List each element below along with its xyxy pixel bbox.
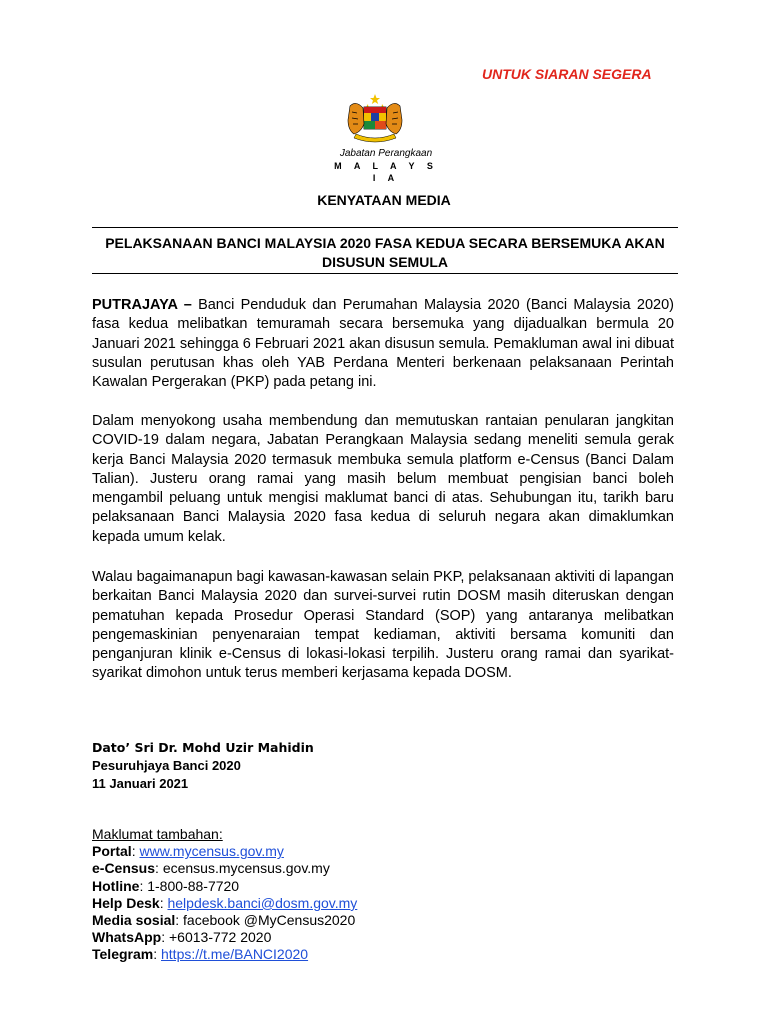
social-media-value: facebook @MyCensus2020 <box>183 912 356 929</box>
title-top-rule <box>92 227 678 228</box>
info-label: e-Census <box>92 860 156 877</box>
info-label: Portal <box>92 843 132 860</box>
additional-info-header: Maklumat tambahan: <box>92 826 223 842</box>
department-name-line1: Jabatan Perangkaan <box>339 148 433 159</box>
ecensus-value: ecensus.mycensus.gov.my <box>162 860 330 877</box>
info-row-telegram: Telegram: https://t.me/BANCI2020 <box>92 946 309 963</box>
document-heading: KENYATAAN MEDIA <box>317 192 451 208</box>
dateline: PUTRAJAYA – <box>92 297 192 313</box>
info-label: Media sosial <box>92 912 176 929</box>
info-row-hotline: Hotline: 1-800-88-7720 <box>92 877 240 894</box>
info-row-social: Media sosial: facebook @MyCensus2020 <box>92 912 356 929</box>
release-date: 11 Januari 2021 <box>92 776 189 791</box>
helpdesk-email-link[interactable]: helpdesk.banci@dosm.gov.my <box>167 894 358 911</box>
info-row-helpdesk: Help Desk: helpdesk.banci@dosm.gov.my <box>92 894 358 911</box>
info-label: WhatsApp <box>92 929 162 946</box>
release-label: UNTUK SIARAN SEGERA <box>482 66 652 82</box>
malaysia-coat-of-arms-icon <box>344 92 406 144</box>
additional-info <box>92 826 357 964</box>
info-label: Hotline <box>92 877 140 894</box>
info-row-portal: Portal: www.mycensus.gov.my <box>92 843 284 860</box>
signature-block <box>92 739 314 793</box>
paragraph-1-text: Banci Penduduk dan Perumahan Malaysia 2020 (Banci Malaysia 2020) fasa kedua melibatkan temuramah secara bersemuka yang dijadualkan bermula 20 Januari 2021 sehingga 6 Februari 2021 akan disusun semula. Pemakluman awal ini dibuat susulan perutusan khas oleh YAB Perdana Menteri berkenaan pelaksanaan Perintah Kawalan Pergerakan (PKP) pada petang ini. <box>92 297 674 391</box>
info-label: Telegram <box>92 946 154 963</box>
paragraph-1 <box>92 296 674 392</box>
paragraph-3: Walau bagaimanapun bagi kawasan-kawasan selain PKP, pelaksanaan aktiviti di lapangan berkaitan Banci Malaysia 2020 dan survei-survei rutin DOSM masih diteruskan dengan pematuhan kepada Prosedur Operasi Standard (SOP) yang antaranya melibatkan pengemaskinian penyenaraian tempat kediaman, aktiviti bersama komuniti dan penganjuran klinik e-Census di lokasi-lokasi terpilih. Justeru orang ramai dan syarikat-syarikat dimohon untuk terus memberi kerjasama kepada DOSM. <box>92 569 674 682</box>
department-name <box>329 148 443 184</box>
signatory-position: Pesuruhjaya Banci 2020 <box>92 758 241 773</box>
info-label: Help Desk <box>92 894 160 911</box>
info-row-whatsapp: WhatsApp: +6013-772 2020 <box>92 929 272 946</box>
press-release-title: PELAKSANAAN BANCI MALAYSIA 2020 FASA KEDUA SECARA BERSEMUKA AKAN DISUSUN SEMULA <box>105 235 665 270</box>
telegram-link[interactable]: https://t.me/BANCI2020 <box>161 946 309 963</box>
department-name-line2: M A L A Y S I A <box>334 161 438 183</box>
portal-link[interactable]: www.mycensus.gov.my <box>139 843 284 860</box>
signatory-name: Dato’ Sri Dr. Mohd Uzir Mahidin <box>92 740 314 755</box>
paragraph-2: Dalam menyokong usaha membendung dan memutuskan rantaian penularan jangkitan COVID-19 dalam negara, Jabatan Perangkaan Malaysia sedang meneliti semula gerak kerja Banci Malaysia 2020 termasuk membuka semula platform e-Census (Banci Dalam Talian). Justeru orang ramai yang masih belum membuat pengisian banci boleh mengambil peluang untuk mengisi maklumat banci di atas. Sehubungan itu, tarikh baru pelaksanaan Banci Malaysia 2020 fasa kedua di seluruh negara akan dimaklumkan kepada umum kelak. <box>92 413 674 545</box>
hotline-value: 1-800-88-7720 <box>147 877 240 894</box>
title-bottom-rule <box>92 273 678 274</box>
whatsapp-value: +6013-772 2020 <box>169 929 272 946</box>
info-row-ecensus: e-Census: ecensus.mycensus.gov.my <box>92 860 330 877</box>
